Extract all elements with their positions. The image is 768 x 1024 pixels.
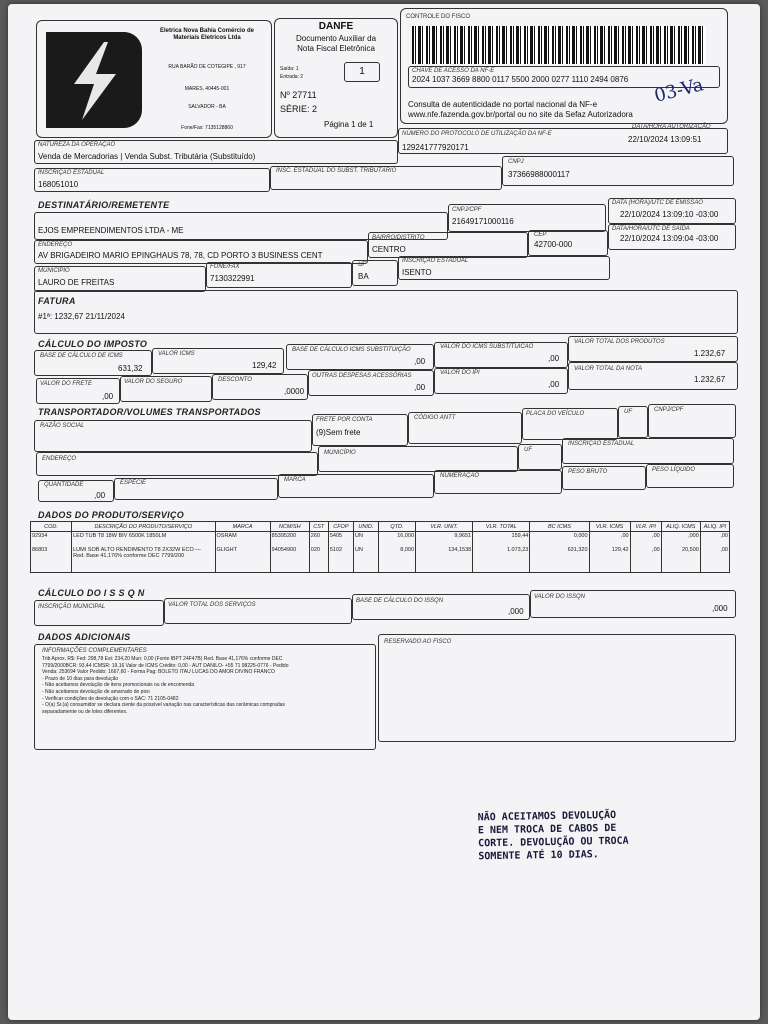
info-line: - Não aceitamos devolução de amarrado de piso bbox=[42, 688, 150, 695]
total-note: 1.232,67 bbox=[694, 375, 726, 384]
total-note-label: VALOR TOTAL DA NOTA bbox=[574, 366, 643, 372]
carrier-name-label: RAZÃO SOCIAL bbox=[40, 423, 85, 429]
freight-value: ,00 bbox=[102, 392, 114, 401]
cell-unit: UN bbox=[353, 546, 378, 573]
state-registration: 168051010 bbox=[38, 180, 79, 189]
total-products-label: VALOR TOTAL DOS PRODUTOS bbox=[574, 339, 665, 345]
recipient-ie: ISENTO bbox=[402, 268, 432, 277]
discount-value: ,0000 bbox=[284, 387, 305, 396]
emitter-address: RUA BARÃO DE COTEGIPE , 917 bbox=[168, 64, 246, 70]
danfe-subtitle-1: Documento Auxiliar da bbox=[295, 34, 377, 43]
carrier-address-label: ENDEREÇO bbox=[42, 456, 77, 462]
products-table bbox=[30, 521, 730, 573]
cell-unit-price: 134,1538 bbox=[416, 546, 473, 573]
transport-section-title: TRANSPORTADOR/VOLUMES TRANSPORTADOS bbox=[38, 407, 261, 417]
lightning-icon bbox=[46, 32, 142, 128]
operation-nature-label: NATUREZA DA OPERAÇÃO bbox=[38, 142, 116, 148]
total-services-label: VALOR TOTAL DOS SERVIÇOS bbox=[168, 602, 256, 608]
discount-label: DESCONTO bbox=[218, 377, 252, 383]
header-description: DESCRIÇÃO DO PRODUTO/SERVIÇO bbox=[72, 522, 215, 532]
cell-ncm: 85395200 bbox=[270, 532, 309, 547]
recipient-city: LAURO DE FREITAS bbox=[38, 278, 115, 287]
freight-label: VALOR DO FRETE bbox=[40, 381, 93, 387]
table-row bbox=[31, 546, 730, 573]
header-icms: VLR. ICMS bbox=[589, 522, 630, 532]
danfe-saida: Saída: 1 bbox=[280, 66, 299, 72]
recipient-section-title: DESTINATÁRIO/REMETENTE bbox=[38, 200, 170, 210]
stamp-line: E NEM TROCA DE CABOS DE bbox=[477, 822, 617, 837]
protocol-label: NÚMERO DO PROTOCOLO DE UTILIZAÇÃO DA NF-E bbox=[402, 131, 552, 137]
recipient-cnpj-label: CNPJ/CPF bbox=[452, 207, 482, 213]
icms-value: 129,42 bbox=[252, 361, 277, 370]
carrier-cnpj-label: CNPJ/CPF bbox=[654, 407, 684, 413]
return-policy-stamp bbox=[478, 809, 629, 864]
cell-aliq-icms: 20,500 bbox=[661, 546, 700, 573]
freight-mode: (9)Sem frete bbox=[316, 428, 361, 437]
vehicle-plate-label: PLACA DO VEÍCULO bbox=[526, 411, 585, 417]
danfe-entrada: Entrada: 2 bbox=[280, 74, 304, 80]
net-weight-label: PESO LÍQUIDO bbox=[652, 467, 696, 473]
header-unit-price: VLR. UNIT. bbox=[416, 522, 473, 532]
exit-date-label: DATA/HORA/UTC DE SAÍDA bbox=[612, 226, 690, 232]
freight-mode-label: FRETE POR CONTA bbox=[316, 417, 373, 423]
carrier-address-box bbox=[36, 452, 318, 476]
icms-st-value: ,00 bbox=[548, 354, 560, 363]
recipient-uf-label: UF bbox=[358, 262, 366, 268]
reserved-fisco-box bbox=[378, 634, 736, 742]
issue-date-label: DATA (HORA)/UTC DE EMISSÃO bbox=[612, 200, 703, 206]
authorization-label: DATA/HORA AUTORIZAÇÃO bbox=[632, 124, 711, 130]
header-bc-icms: BC ICMS bbox=[530, 522, 589, 532]
stamp-line: NÃO ACEITAMOS DEVOLUÇÃO bbox=[477, 809, 617, 824]
recipient-district-label: BAIRRO/DISTRITO bbox=[372, 235, 425, 241]
cell-brand: OSRAM bbox=[215, 532, 270, 547]
cell-ncm: 94054900 bbox=[270, 546, 309, 573]
cell-qty: 8,000 bbox=[378, 546, 415, 573]
quantity-value: ,00 bbox=[94, 491, 106, 500]
emitter-logo bbox=[46, 32, 142, 128]
header-brand: MARCA bbox=[215, 522, 270, 532]
access-key-label: CHAVE DE ACESSO DA NF-E bbox=[412, 68, 495, 74]
carrier-uf-label: UF bbox=[524, 447, 532, 453]
emitter-cnpj: 37366988000117 bbox=[508, 170, 570, 179]
additional-data-title: DADOS ADICIONAIS bbox=[38, 632, 131, 642]
issqn-base-label: BASE DE CÁLCULO DO ISSQN bbox=[356, 598, 444, 604]
danfe-page: Página 1 de 1 bbox=[324, 120, 374, 129]
products-section-title: DADOS DO PRODUTO/SERVIÇO bbox=[38, 510, 185, 520]
info-line: Trib Aprox. R$: Fed: 298,78 Est: 234,20 Mun: 0,00 (Fonte IBPT 24F47B) Red. Base 41,176% conforme DEC bbox=[42, 656, 283, 662]
header-qty: QTD. bbox=[378, 522, 415, 532]
stamp-line: SOMENTE ATÉ 10 DIAS. bbox=[478, 849, 599, 863]
info-line: - Não aceitamos devolução de itens promocionais ou de encomenda bbox=[42, 682, 195, 689]
table-row bbox=[31, 532, 730, 547]
recipient-city-label: MUNICÍPIO bbox=[38, 268, 70, 274]
danfe-document bbox=[8, 4, 760, 1020]
recipient-name: EJOS EMPREENDIMENTOS LTDA - ME bbox=[38, 226, 184, 235]
authorization-datetime: 22/10/2024 13:09:51 bbox=[628, 135, 702, 144]
vehicle-uf-label: UF bbox=[624, 409, 632, 415]
state-registration-label: INSCRIÇÃO ESTADUAL bbox=[38, 170, 105, 176]
cell-aliq-icms: ,000 bbox=[661, 532, 700, 547]
cell-description: LUMI SOB ALTO RENDIMENTO T8 2X32W ECO — Red. Base 41,176% conforme DEC 7799/200 bbox=[72, 546, 215, 573]
cell-total: 1.073,23 bbox=[473, 546, 530, 573]
fisco-control-label: CONTROLE DO FISCO bbox=[406, 14, 471, 20]
icms-st-base: ,00 bbox=[414, 357, 426, 366]
header-cod: COD. bbox=[31, 522, 72, 532]
cell-unit-price: 9,9651 bbox=[416, 532, 473, 547]
invoice-box bbox=[34, 290, 738, 334]
antt-label: CÓDIGO ANTT bbox=[414, 415, 456, 421]
consult-line-2: www.nfe.fazenda.gov.br/portal ou no site da Sefaz Autorizadora bbox=[408, 110, 633, 119]
emitter-name: Eletrica Nova Bahia Comércio de Materiais Eletricos Ltda bbox=[159, 28, 255, 41]
recipient-cnpj: 21649171000116 bbox=[452, 217, 514, 226]
emitter-cnpj-label: CNPJ bbox=[508, 159, 524, 165]
cell-total: 159,44 bbox=[473, 532, 530, 547]
cell-aliq-ipi: ,00 bbox=[700, 532, 729, 547]
cell-ipi: ,00 bbox=[630, 532, 661, 547]
complementary-info-label: INFORMAÇÕES COMPLEMENTARES bbox=[42, 648, 147, 654]
consult-line-1: Consulta de autenticidade no portal nacional da NF-e bbox=[408, 100, 598, 109]
info-line: - Verificar condições de devolução com o SAC: 71 2105-0482 bbox=[42, 695, 179, 702]
info-line: separadamente ou de lotes diferentes. bbox=[42, 708, 128, 715]
emitter-phone: Fone/Fax: 7135128860 bbox=[181, 125, 233, 131]
header-cfop: CFOP bbox=[328, 522, 353, 532]
cell-unit: UN bbox=[353, 532, 378, 547]
invoice-section-title: FATURA bbox=[38, 296, 76, 306]
recipient-phone: 7130322991 bbox=[210, 274, 255, 283]
issqn-base: ,000 bbox=[508, 607, 524, 616]
header-ipi: VLR. IPI bbox=[630, 522, 661, 532]
issqn-section-title: CÁLCULO DO I S S Q N bbox=[38, 588, 145, 598]
issqn-value-label: VALOR DO ISSQN bbox=[534, 594, 586, 600]
cell-cod: 92934 bbox=[31, 532, 72, 547]
icms-base: 631,32 bbox=[118, 364, 143, 373]
access-key: 2024 1037 3669 8800 0117 5500 2000 0277 1110 2494 0876 bbox=[412, 75, 629, 84]
cell-brand: GLIGHT bbox=[215, 546, 270, 573]
emitter-city: SALVADOR - BA bbox=[188, 104, 226, 110]
subst-registration-label: INSC. ESTADUAL DO SUBST. TRIBUTÁRIO bbox=[276, 168, 397, 174]
tax-section-title: CÁLCULO DO IMPOSTO bbox=[38, 339, 148, 349]
icms-base-label: BASE DE CÁLCULO DE ICMS bbox=[40, 353, 123, 359]
info-line: 7799/2000BCR: 93,44 ICMSR: 19,16 Valor de ICMS Crédito: 0,00 - AUT DANILO- +55 71 98225-0776 - Pedido bbox=[42, 662, 289, 669]
cell-description: LED TUB T8 18W BIV 6500K 1850LM bbox=[72, 532, 215, 547]
recipient-ie-label: INSCRIÇÃO ESTADUAL bbox=[402, 258, 469, 264]
other-expenses-label: OUTRAS DESPESAS ACESSÓRIAS bbox=[312, 373, 412, 379]
access-key-barcode bbox=[412, 26, 706, 64]
header-total: VLR. TOTAL bbox=[473, 522, 530, 532]
icms-st-base-label: BASE DE CÁLCULO ICMS SUBSTITUIÇÃO bbox=[292, 347, 411, 353]
issqn-value: ,000 bbox=[712, 604, 728, 613]
emitter-district: MARES, 40445-001 bbox=[184, 86, 230, 92]
ipi-value: ,00 bbox=[548, 380, 560, 389]
danfe-type-box: 1 bbox=[344, 62, 380, 82]
complementary-info-text bbox=[42, 656, 372, 715]
cell-icms: ,00 bbox=[589, 532, 630, 547]
invoice-installment: #1ª: 1232,67 21/11/2024 bbox=[38, 312, 125, 321]
header-ncm: NCM/SH bbox=[270, 522, 309, 532]
numbering-label: NUMERAÇÃO bbox=[440, 473, 480, 479]
cell-icms: 129,42 bbox=[589, 546, 630, 573]
issue-date: 22/10/2024 13:09:10 -03:00 bbox=[620, 210, 719, 219]
info-line: - Prazo de 10 dias para devolução bbox=[42, 675, 119, 682]
recipient-uf: BA bbox=[358, 272, 369, 281]
header-aliq-icms: ALIQ. ICMS bbox=[661, 522, 700, 532]
cell-bc-icms: 0,000 bbox=[530, 532, 589, 547]
reserved-fisco-label: RESERVADO AO FISCO bbox=[384, 639, 452, 645]
info-line: - O(a) Sr.(a) consumidor se declara ciente da possível variação nas características das cerâmicas compradas bbox=[42, 702, 285, 709]
danfe-number: Nº 27711 bbox=[280, 90, 317, 100]
carrier-ie-label: INSCRIÇÃO ESTADUAL bbox=[568, 441, 635, 447]
cell-cst: 020 bbox=[309, 546, 328, 573]
handwritten-note: 03-Va bbox=[652, 74, 706, 107]
quantity-label: QUANTIDADE bbox=[44, 482, 84, 488]
other-expenses: ,00 bbox=[414, 383, 426, 392]
danfe-subtitle-2: Nota Fiscal Eletrônica bbox=[297, 44, 375, 53]
recipient-zip: 42700-000 bbox=[534, 240, 573, 249]
icms-value-label: VALOR ICMS bbox=[158, 351, 195, 357]
recipient-address-label: ENDEREÇO bbox=[38, 242, 73, 248]
municipal-registration-label: INSCRIÇÃO MUNICIPAL bbox=[38, 604, 106, 610]
products-header-row bbox=[31, 522, 730, 532]
gross-weight-label: PESO BRUTO bbox=[568, 469, 608, 475]
recipient-phone-label: FONE/FAX bbox=[210, 264, 240, 270]
insurance-label: VALOR DO SEGURO bbox=[124, 379, 183, 385]
total-products: 1.232,67 bbox=[694, 349, 726, 358]
cell-qty: 16,000 bbox=[378, 532, 415, 547]
exit-date: 22/10/2024 13:09:04 -03:00 bbox=[620, 234, 719, 243]
ipi-label: VALOR DO IPI bbox=[440, 370, 480, 376]
cell-cst: 260 bbox=[309, 532, 328, 547]
recipient-address: AV BRIGADEIRO MARIO EPINGHAUS 78, 78, CD PORTO 3 BUSINESS CENT bbox=[38, 251, 323, 260]
icms-st-value-label: VALOR DO ICMS SUBSTITUICAO bbox=[440, 344, 534, 350]
danfe-title: DANFE bbox=[318, 21, 354, 32]
stamp-line: CORTE. DEVOLUÇÃO OU TROCA bbox=[478, 835, 629, 850]
vehicle-uf-box bbox=[618, 406, 648, 438]
cell-bc-icms: 631,320 bbox=[530, 546, 589, 573]
danfe-series: SÉRIE: 2 bbox=[280, 104, 318, 114]
header-aliq-ipi: ALIQ. IPI bbox=[700, 522, 729, 532]
recipient-district: CENTRO bbox=[372, 245, 406, 254]
carrier-city-label: MUNICÍPIO bbox=[324, 450, 356, 456]
cell-cfop: 5102 bbox=[328, 546, 353, 573]
mark-label: MARCA bbox=[284, 477, 306, 483]
cell-ipi: ,00 bbox=[630, 546, 661, 573]
cell-cod: 86803 bbox=[31, 546, 72, 573]
operation-nature: Venda de Mercadorias | Venda Subst. Tributária (Substituído) bbox=[38, 152, 256, 161]
protocol-number: 129241777920171 bbox=[402, 143, 469, 152]
cell-cfop: 5405 bbox=[328, 532, 353, 547]
header-cst: CST bbox=[309, 522, 328, 532]
cell-aliq-ipi: ,00 bbox=[700, 546, 729, 573]
info-line: Venda: 253694 Valor Pedido: 1667,60 - Forma Pag: BOLETO ITAU LUCAS DO AMOR DIVINO FRANCO bbox=[42, 669, 275, 676]
header-unit: UNID. bbox=[353, 522, 378, 532]
recipient-zip-label: CEP bbox=[534, 232, 547, 238]
species-label: ESPÉCIE bbox=[120, 480, 147, 486]
